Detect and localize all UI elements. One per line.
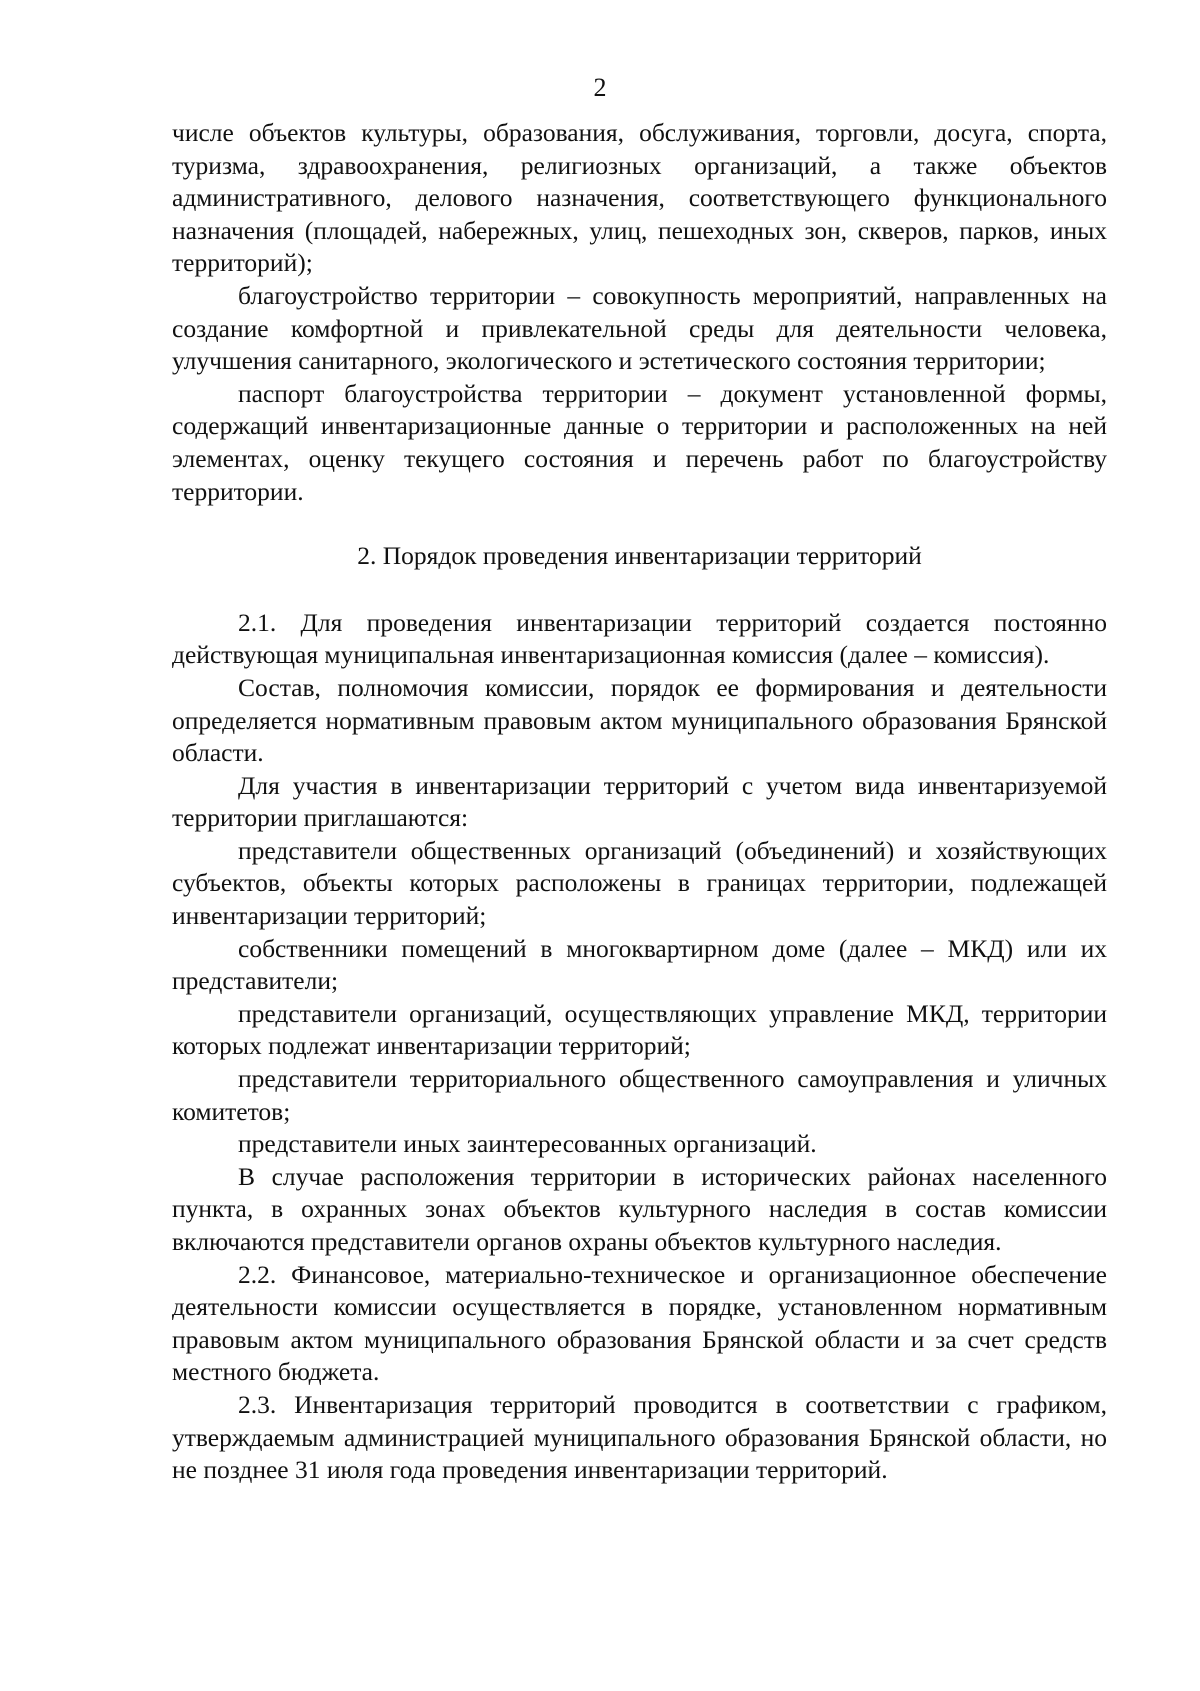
list-item-self-government: представители территориального общественного самоуправления и уличных комитетов;	[172, 1064, 1107, 1126]
paragraph-participation: Для участия в инвентаризации территорий с учетом вида инвентаризуемой территории приглашаются:	[172, 770, 1107, 833]
section-heading: 2. Порядок проведения инвентаризации территорий	[357, 541, 922, 571]
paragraph-2-2: 2.2. Финансовое, материально-техническое и организационное обеспечение деятельности комиссии осуществляется в порядке, установленном нормативным правовым актом муниципального образования Брянской области и за счет средств местного бюджета.	[172, 1259, 1107, 1387]
list-item-owners: собственники помещений в многоквартирном доме (далее – МКД) или их представители;	[172, 933, 1107, 996]
paragraph-2-3: 2.3. Инвентаризация территорий проводится в соответствии с графиком, утверждаемым администрацией муниципального образования Брянской области, но не позднее 31 июля года проведения инвентаризации территорий.	[172, 1389, 1107, 1485]
paragraph-pasport-definition: паспорт благоустройства территории – документ установленной формы, содержащий инвентаризационные данные о территории и расположенных на ней элементах, оценку текущего состояния и перечень работ по благоустройству территории.	[172, 378, 1107, 506]
paragraph-2-1: 2.1. Для проведения инвентаризации территорий создается постоянно действующая муниципальная инвентаризационная комиссия (далее – комиссия).	[172, 607, 1107, 670]
list-item-management-organizations: представители организаций, осуществляющих управление МКД, территории которых подлежат инвентаризации территорий;	[172, 998, 1107, 1061]
paragraph-blagoustroystvo-definition: благоустройство территории – совокупность мероприятий, направленных на создание комфортной и привлекательной среды для деятельности человека, улучшения санитарного, экологического и эстетического состояния территории;	[172, 280, 1107, 376]
page-number: 2	[593, 73, 607, 102]
paragraph-historical-areas: В случае расположения территории в исторических районах населенного пункта, в охранных зонах объектов культурного наследия в состав комиссии включаются представители органов охраны объектов культурного наследия.	[172, 1161, 1107, 1256]
list-item-public-organizations: представители общественных организаций (объединений) и хозяйствующих субъектов, объекты которых расположены в границах территории, подлежащей инвентаризации территорий;	[172, 835, 1107, 931]
paragraph-intro-continuation: числе объектов культуры, образования, обслуживания, торговли, досуга, спорта, туризма, здравоохранения, религиозных организаций, а также объектов административного, делового назначения, соответствующего функционального назначения (площадей, набережных, улиц, пешеходных зон, скверов, парков, иных территорий);	[172, 118, 1107, 278]
document-body	[172, 117, 1107, 1487]
list-item-other-organizations: представители иных заинтересованных организаций.	[238, 1129, 817, 1159]
paragraph-commission-composition: Состав, полномочия комиссии, порядок ее формирования и деятельности определяется нормативным правовым актом муниципального образования Брянской области.	[172, 672, 1107, 768]
